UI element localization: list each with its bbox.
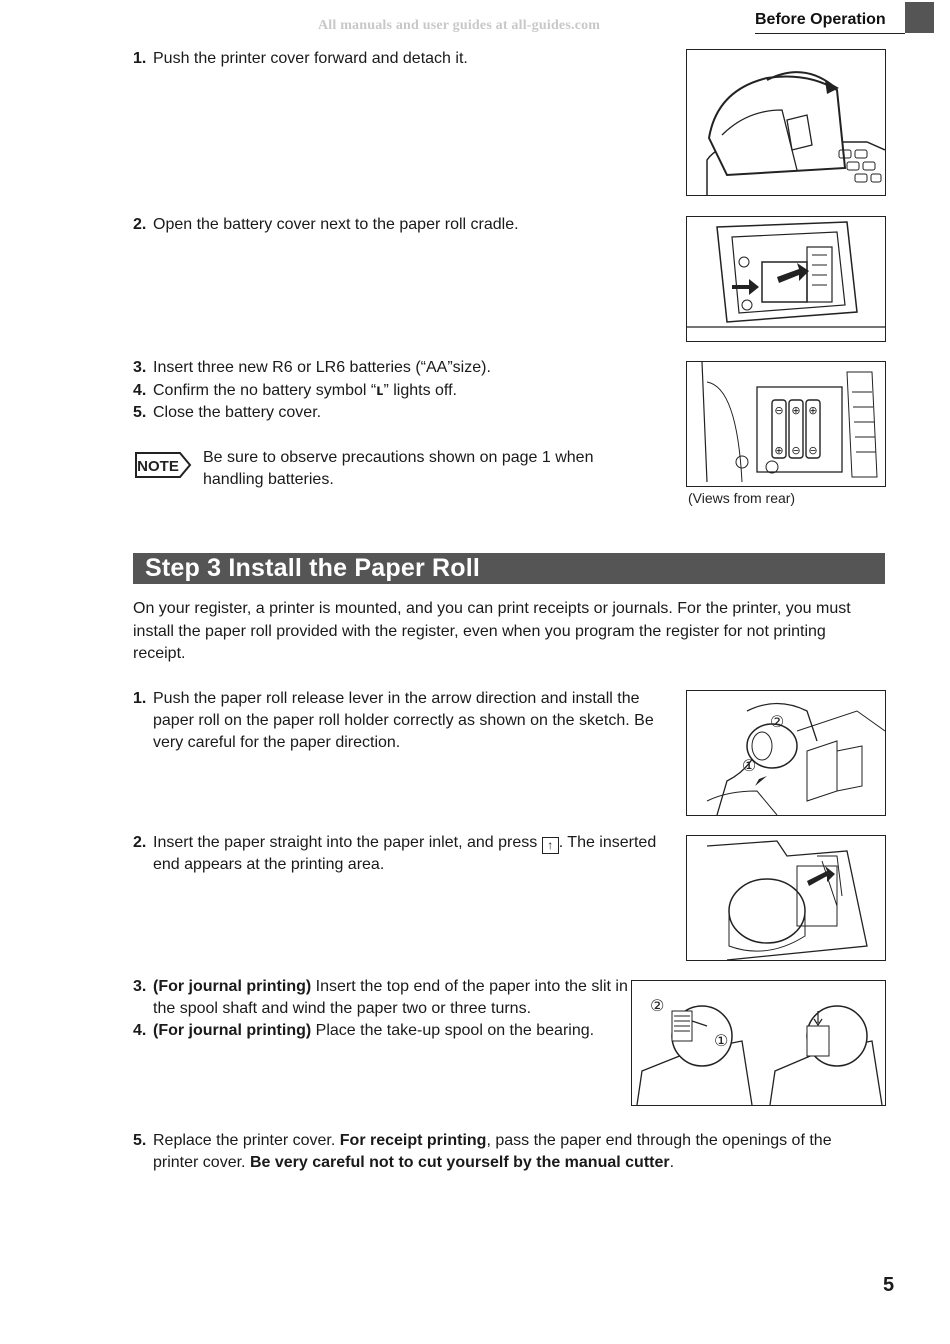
step-number: 4.: [133, 1022, 147, 1039]
step-number: 2.: [133, 216, 147, 233]
printer-cover-illustration: [687, 50, 885, 195]
battery-step-1: [133, 48, 653, 70]
svg-text:⊕: ⊕: [808, 404, 818, 417]
battery-step-2: [133, 214, 653, 236]
step-text-bold: (For journal printing): [153, 978, 312, 995]
step-number: 1.: [133, 50, 147, 67]
figure-take-up-spool: [631, 980, 886, 1106]
svg-text:⊖: ⊖: [791, 444, 801, 457]
step-heading: Step 3 Install the Paper Roll: [145, 554, 481, 582]
no-battery-symbol: ʟ: [376, 382, 384, 399]
step-text-part: . The inserted end appears at the printing area.: [153, 834, 657, 873]
step-text: Close the battery cover.: [153, 404, 322, 421]
paper-step-3: [133, 976, 633, 1020]
marker-2: ②: [769, 712, 785, 731]
step-text-bold: (For journal printing): [153, 1022, 312, 1039]
paper-step-4: [133, 1020, 613, 1042]
paper-step-5: [133, 1130, 878, 1174]
svg-text:⊖: ⊖: [774, 404, 784, 417]
step-number: 2.: [133, 834, 147, 851]
figure-battery-cover: [686, 216, 886, 342]
step-text: [153, 832, 663, 876]
marker-1: ①: [741, 756, 757, 775]
paper-inlet-illustration: [687, 836, 885, 960]
step-text: Insert three new R6 or LR6 batteries (“AA”size).: [153, 359, 491, 376]
step-text-part: Replace the printer cover.: [153, 1132, 340, 1149]
step-text: [153, 976, 633, 1020]
battery-step-3: [133, 357, 653, 379]
step-number: 3.: [133, 359, 147, 376]
intro-paragraph: On your register, a printer is mounted, and you can print receipts or journals. For the printer, you must install the paper roll provided with the register, even when you program the register for not printing receipt.: [133, 600, 851, 662]
step-number: 5.: [133, 1132, 147, 1149]
note-badge-label: NOTE: [137, 458, 179, 475]
svg-text:⊕: ⊕: [774, 444, 784, 457]
section-header-label: Before Operation: [755, 11, 886, 28]
figure-printer-cover: [686, 49, 886, 196]
step-text-part: .: [669, 1154, 675, 1171]
figure-batteries: [686, 361, 886, 487]
figure-paper-roll-holder: [686, 690, 886, 816]
step-text: [153, 380, 653, 402]
take-up-spool-illustration: [632, 981, 885, 1105]
svg-text:⊕: ⊕: [791, 404, 801, 417]
step-text-part: Insert the paper straight into the paper inlet, and press: [153, 834, 538, 851]
step-number: 5.: [133, 404, 147, 421]
step-text: Push the paper roll release lever in the arrow direction and install the paper roll on the paper roll holder correctly as shown on the sketch. Be very careful for the paper direction.: [153, 690, 654, 751]
step-text: Open the battery cover next to the paper roll cradle.: [153, 216, 519, 233]
step-text-bold: For receipt printing: [339, 1132, 487, 1149]
note-icon: [134, 449, 192, 481]
step-text: [153, 1130, 878, 1174]
step-heading-bar: [133, 553, 885, 584]
step-text-part: , pass the paper end through the openings of the printer cover.: [153, 1132, 832, 1171]
step-number: 1.: [133, 690, 147, 707]
step-number: 4.: [133, 382, 147, 399]
step-text-part: Insert the top end of the paper into the slit in the spool shaft and wind the paper two or three turns.: [153, 978, 628, 1017]
figure-caption: (Views from rear): [688, 490, 796, 506]
step-text-part: Confirm the no battery symbol “: [153, 382, 377, 399]
step-text: Push the printer cover forward and detach it.: [153, 50, 468, 67]
batteries-illustration: [687, 362, 885, 486]
svg-text:⊖: ⊖: [808, 444, 818, 457]
step-text-part: Place the take-up spool on the bearing.: [311, 1022, 595, 1039]
battery-cover-illustration: [687, 217, 885, 341]
feed-key-icon: ↑: [542, 837, 559, 854]
battery-step-4: [133, 380, 653, 402]
figure-paper-inlet: [686, 835, 886, 961]
step-text: [153, 1020, 613, 1042]
marker-2: ②: [650, 996, 665, 1015]
paper-step-2: [133, 832, 663, 876]
marker-1: ①: [714, 1031, 729, 1050]
step-number: 3.: [133, 978, 147, 995]
section-header: [755, 11, 905, 34]
step-text-bold: Be very careful not to cut yourself by the manual cutter: [249, 1154, 670, 1171]
step-text-part: ” lights off.: [383, 382, 457, 399]
battery-step-5: [133, 402, 653, 424]
note-text: Be sure to observe precautions shown on page 1 when handling batteries.: [203, 449, 594, 488]
page-number: 5: [883, 1274, 895, 1296]
watermark-text: All manuals and user guides at all-guides.com: [318, 18, 601, 33]
paper-roll-holder-illustration: [687, 691, 885, 815]
section-header-block: [905, 2, 934, 33]
paper-step-1: [133, 688, 683, 754]
